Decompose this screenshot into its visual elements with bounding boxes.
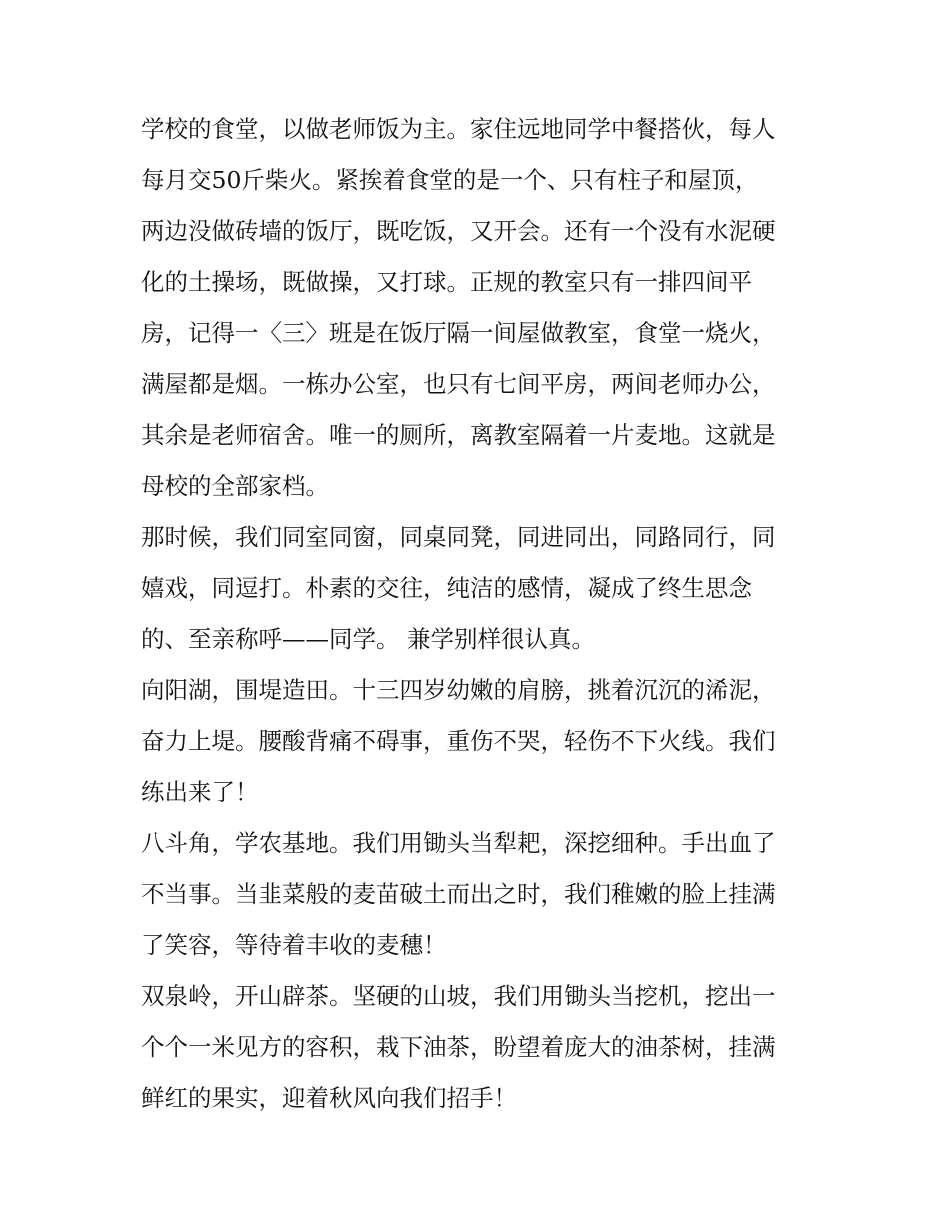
text-line: 了笑容，等待着丰收的麦穗！: [141, 931, 447, 959]
body-text: [141, 104, 813, 1124]
text-line: 满屋都是烟。一栋办公室，也只有七间平房，两间老师办公，: [141, 370, 776, 398]
text-line: 嬉戏，同逗打。朴素的交往，纯洁的感情，凝成了终生思念: [141, 574, 752, 602]
text-line: 个个一米见方的容积，栽下油茶，盼望着庞大的油茶树，挂满: [141, 1033, 776, 1061]
text-line: 母校的全部家档。: [141, 472, 329, 500]
text-line: 不当事。当韭菜般的麦苗破土而出之时，我们稚嫩的脸上挂满: [141, 880, 776, 908]
text-line: 双泉岭，开山辟茶。坚硬的山坡，我们用锄头当挖机，挖出一: [141, 982, 776, 1010]
text-line: 学校的食堂，以做老师饭为主。家住远地同学中餐搭伙，每人: [141, 115, 776, 143]
text-line: 向阳湖，围堤造田。十三四岁幼嫩的肩膀，挑着沉沉的浠泥，: [141, 676, 776, 704]
text-line: 每月交50斤柴火。紧挨着食堂的是一个、只有柱子和屋顶，: [141, 166, 759, 194]
text-line: 奋力上堤。腰酸背痛不碍事，重伤不哭，轻伤不下火线。我们: [141, 727, 776, 755]
text-line: 练出来了！: [141, 778, 259, 806]
text-line: 八斗角，学农基地。我们用锄头当犁耙，深挖细种。手出血了: [141, 829, 776, 857]
text-line: 房，记得一〈三〉班是在饭厅隔一间屋做教室，食堂一烧火，: [141, 319, 776, 347]
text-line: 鲜红的果实，迎着秋风向我们招手！: [141, 1084, 517, 1112]
text-line: 其余是老师宿舍。唯一的厕所，离教室隔着一片麦地。这就是: [141, 421, 776, 449]
text-line: 那时候，我们同室同窗，同桌同凳，同进同出，同路同行，同: [141, 523, 776, 551]
text-line: 两边没做砖墙的饭厅，既吃饭，又开会。还有一个没有水泥硬: [141, 217, 776, 245]
text-line: 化的土操场，既做操，又打球。正规的教室只有一排四间平: [141, 268, 752, 296]
text-line: 的、至亲称呼——同学。 兼学别样很认真。: [141, 625, 595, 653]
